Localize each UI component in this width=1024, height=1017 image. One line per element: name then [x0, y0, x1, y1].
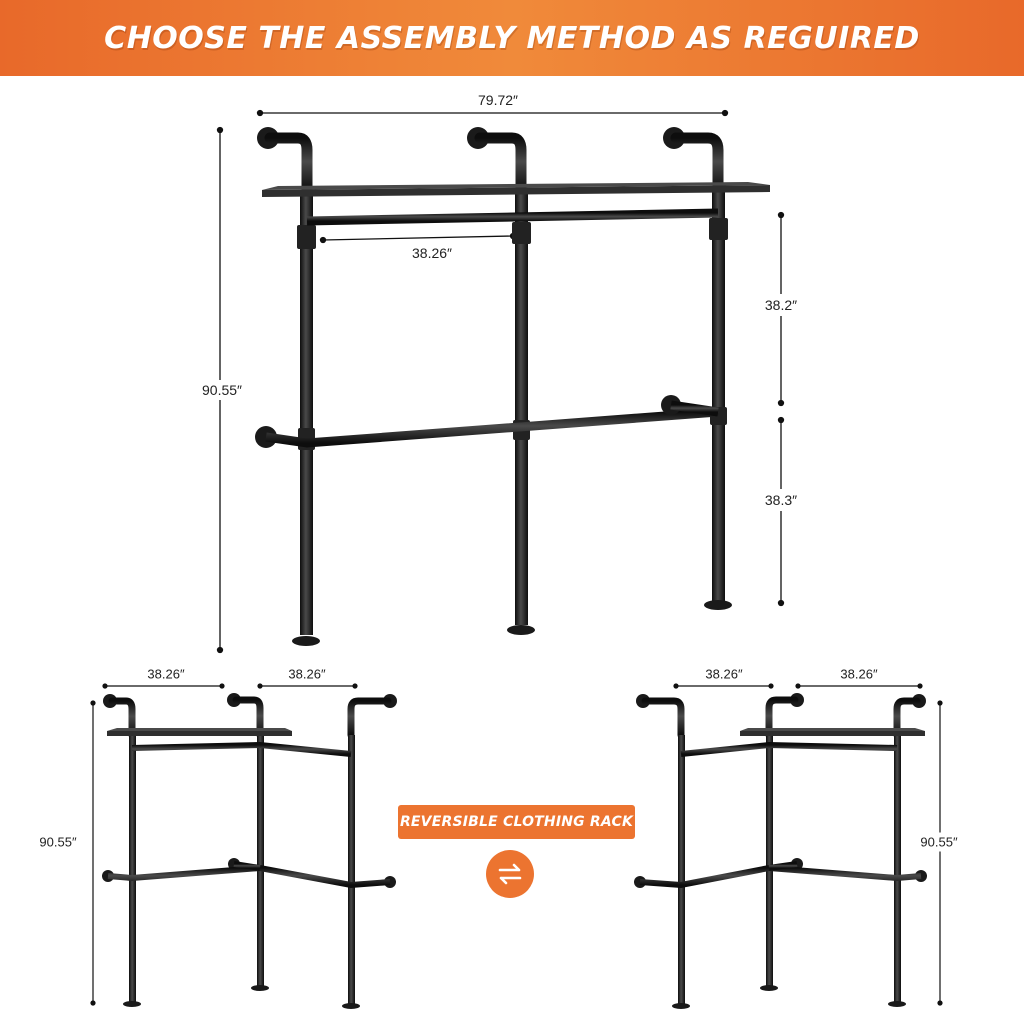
main-side-dimensions: [779, 213, 784, 606]
top-wall-flanges: [257, 127, 685, 149]
banner-title: CHOOSE THE ASSEMBLY METHOD AS REGUIRED: [104, 20, 920, 56]
left-section-2-label: 38.26″: [288, 666, 326, 682]
main-section-dimension: [321, 234, 516, 243]
reversible-badge: [398, 805, 635, 839]
swap-arrows-icon: [486, 850, 534, 898]
main-lower-height-label: 38.3″: [765, 489, 797, 511]
main-width-dimension: [258, 111, 728, 116]
right-section-2-label: 38.26″: [840, 666, 878, 682]
reversible-badge-label: REVERSIBLE CLOTHING RACK: [399, 814, 634, 830]
main-height-label: 90.55″: [202, 382, 242, 398]
left-height-label: 90.55″: [39, 834, 77, 850]
main-section-label: 38.26″: [412, 245, 452, 261]
left-section-1-label: 38.26″: [147, 666, 185, 682]
main-rack: [218, 111, 784, 653]
main-upper-rail: [307, 213, 718, 221]
top-elbows: [270, 138, 718, 190]
right-section-1-label: 38.26″: [705, 666, 743, 682]
right-height-label: 90.55″: [920, 834, 958, 850]
main-upper-height-label: 38.2″: [765, 294, 797, 316]
right-rack: [634, 684, 942, 1009]
left-rack: [91, 684, 397, 1009]
main-width-label: 79.72″: [478, 92, 518, 108]
main-lower-rail: [255, 395, 718, 448]
